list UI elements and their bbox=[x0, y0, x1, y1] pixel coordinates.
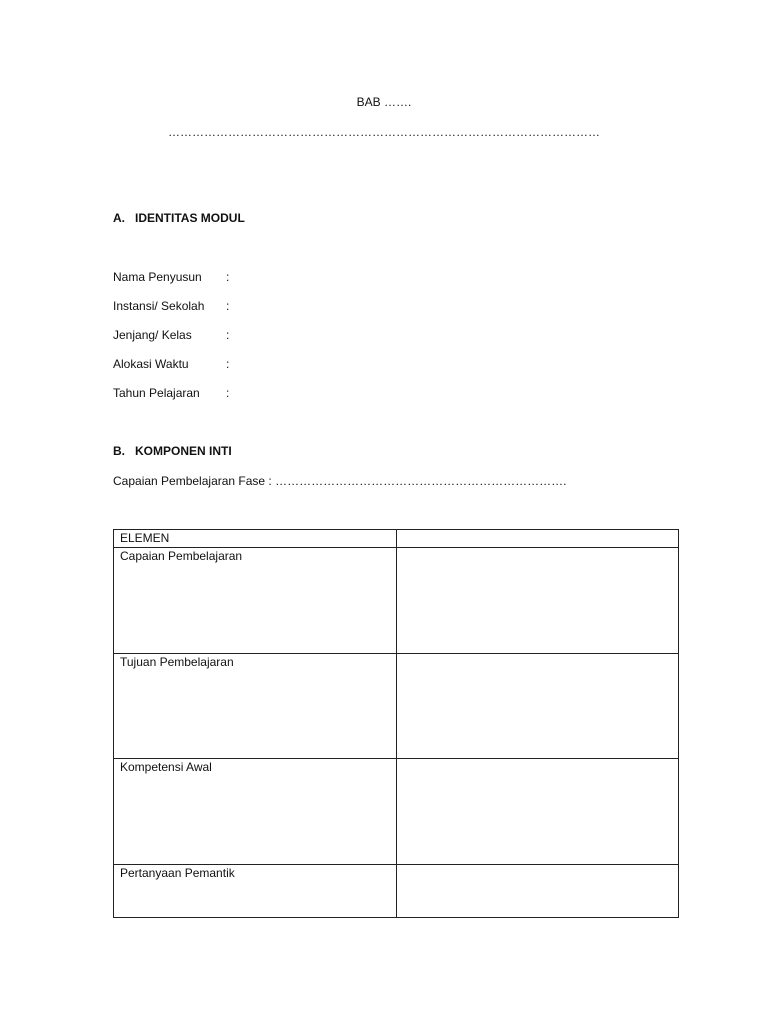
chapter-title-placeholder: ……………………………………………………………………………………………… bbox=[168, 125, 600, 139]
table-row bbox=[114, 548, 679, 654]
section-b-heading bbox=[113, 444, 232, 458]
section-a-number: A. bbox=[113, 211, 125, 225]
row-label-pertanyaan-pemantik: Pertanyaan Pemantik bbox=[114, 865, 397, 918]
field-colon: : bbox=[226, 270, 230, 284]
row-label-elemen: ELEMEN bbox=[114, 530, 397, 548]
row-value-capaian-pembelajaran bbox=[397, 548, 679, 654]
chapter-heading: BAB ……. bbox=[356, 95, 412, 109]
row-value-kompetensi-awal bbox=[397, 759, 679, 865]
section-b-title: KOMPONEN INTI bbox=[135, 444, 232, 458]
field-label: Alokasi Waktu bbox=[113, 357, 189, 371]
row-label-kompetensi-awal: Kompetensi Awal bbox=[114, 759, 397, 865]
field-label: Jenjang/ Kelas bbox=[113, 328, 192, 342]
field-label: Instansi/ Sekolah bbox=[113, 299, 205, 313]
module-table bbox=[113, 529, 679, 918]
table-row bbox=[114, 654, 679, 759]
row-label-capaian-pembelajaran: Capaian Pembelajaran bbox=[114, 548, 397, 654]
field-tahun-pelajaran bbox=[113, 386, 229, 400]
row-value-elemen bbox=[397, 530, 679, 548]
field-colon: : bbox=[226, 299, 230, 313]
field-label: Nama Penyusun bbox=[113, 270, 202, 284]
field-nama-penyusun bbox=[113, 270, 229, 284]
section-b-number: B. bbox=[113, 444, 125, 458]
table-row bbox=[114, 865, 679, 918]
capaian-fase-line: Capaian Pembelajaran Fase : ………………………………………………………………. bbox=[113, 474, 567, 488]
field-jenjang-kelas bbox=[113, 328, 229, 342]
field-alokasi-waktu bbox=[113, 357, 229, 371]
field-colon: : bbox=[226, 357, 230, 371]
table-row bbox=[114, 530, 679, 548]
row-label-tujuan-pembelajaran: Tujuan Pembelajaran bbox=[114, 654, 397, 759]
row-value-pertanyaan-pemantik bbox=[397, 865, 679, 918]
table-row bbox=[114, 759, 679, 865]
section-a-heading bbox=[113, 211, 245, 225]
row-value-tujuan-pembelajaran bbox=[397, 654, 679, 759]
field-label: Tahun Pelajaran bbox=[113, 386, 200, 400]
field-instansi-sekolah bbox=[113, 299, 229, 313]
field-colon: : bbox=[226, 328, 230, 342]
section-a-title: IDENTITAS MODUL bbox=[135, 211, 245, 225]
field-colon: : bbox=[226, 386, 230, 400]
